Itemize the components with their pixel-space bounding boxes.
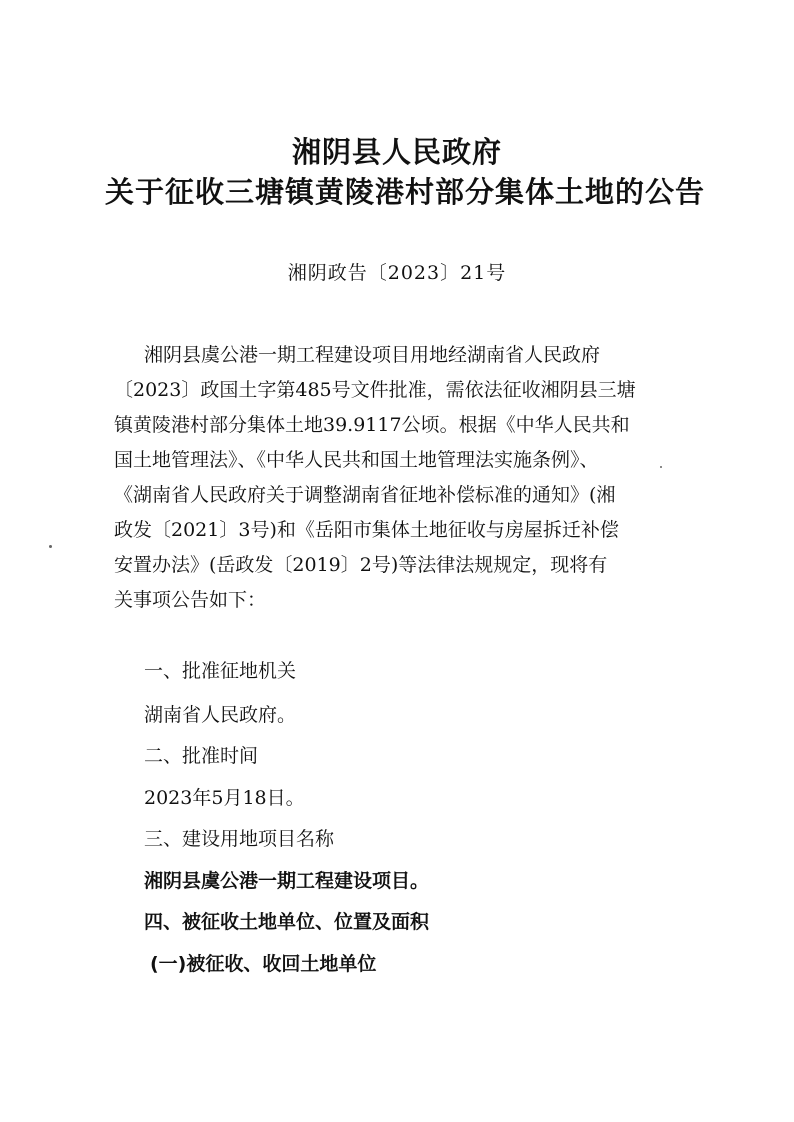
document-title-line2: 关于征收三塘镇黄陵港村部分集体土地的公告 <box>104 175 705 209</box>
body-line-2: 〔2023〕政国土字第485号文件批准，需依法征收湘阴县三塘 <box>114 379 636 401</box>
section-3-heading: 三、建设用地项目名称 <box>144 828 335 850</box>
section-4-heading: 四、被征收土地单位、位置及面积 <box>144 911 430 933</box>
scan-speck <box>49 545 52 548</box>
scan-speck <box>660 466 662 468</box>
body-line-7: 安置办法》(岳政发〔2019〕2号)等法律法规规定，现将有 <box>114 554 608 576</box>
section-3-content: 湘阴县虞公港一期工程建设项目。 <box>144 870 430 892</box>
body-line-8: 关事项公告如下： <box>114 589 267 611</box>
section-4-subheading-1: (一)被征收、收回土地单位 <box>150 953 377 975</box>
body-line-1: 湘阴县虞公港一期工程建设项目用地经湖南省人民政府 <box>144 344 601 366</box>
section-2-heading: 二、批准时间 <box>144 745 259 767</box>
body-line-5: 《湖南省人民政府关于调整湖南省征地补偿标准的通知》(湘 <box>114 484 616 506</box>
section-1-heading: 一、批准征地机关 <box>144 660 297 682</box>
body-line-3: 镇黄陵港村部分集体土地39.9117公顷。根据《中华人民共和 <box>114 414 630 436</box>
body-line-6: 政发〔2021〕3号)和《岳阳市集体土地征收与房屋拆迁补偿 <box>114 519 619 541</box>
document-title-line1: 湘阴县人民政府 <box>291 135 502 169</box>
section-1-content: 湖南省人民政府。 <box>144 704 297 726</box>
section-2-content: 2023年5月18日。 <box>144 787 305 809</box>
document-number: 湘阴政告〔2023〕21号 <box>287 262 507 284</box>
body-line-4: 国土地管理法》、《中华人民共和国土地管理法实施条例》、 <box>114 449 599 471</box>
